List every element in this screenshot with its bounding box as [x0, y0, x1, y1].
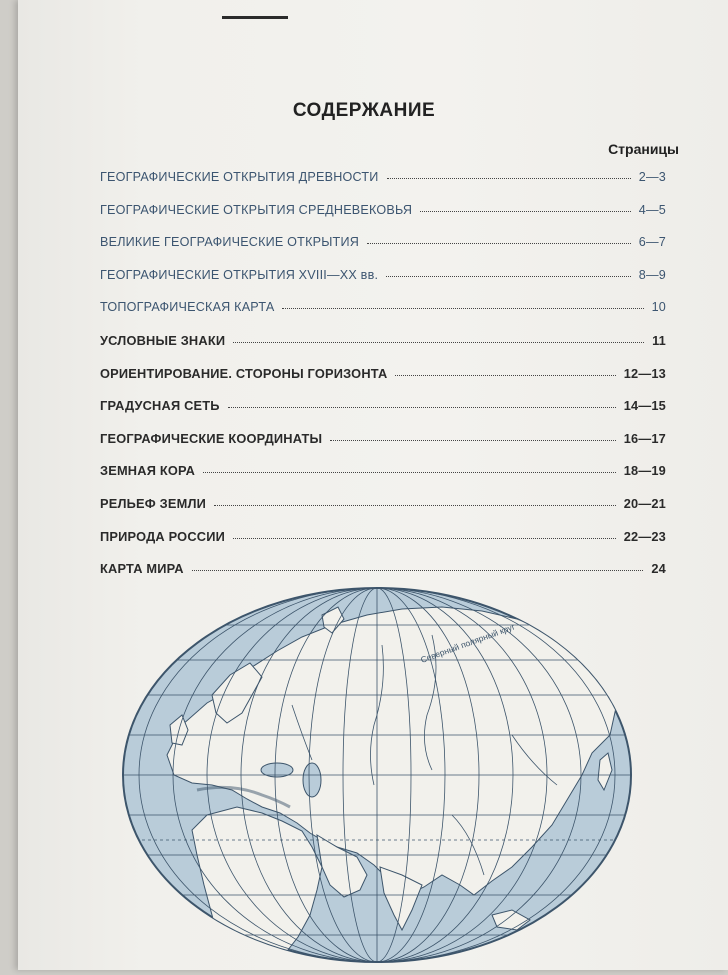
toc-leader-dots [233, 537, 616, 539]
toc-leader-dots [282, 307, 643, 309]
arctic-circle-label: Северный полярный круг [419, 621, 517, 665]
toc-entry-label: РЕЛЬЕФ ЗЕМЛИ [100, 495, 207, 511]
toc-entry-pages: 14—15 [623, 398, 666, 414]
toc-leader-dots [395, 374, 615, 376]
toc-entry-pages: 18—19 [623, 463, 666, 479]
world-map-svg [112, 585, 642, 970]
table-of-contents [100, 170, 666, 594]
toc-entry-label: ПРИРОДА РОССИИ [100, 528, 225, 544]
toc-entry-pages: 8—9 [638, 267, 666, 282]
toc-entry-pages: 10 [651, 300, 666, 315]
toc-leader-dots [192, 569, 644, 571]
caspian-sea [303, 763, 321, 797]
toc-entry-pages: 24 [651, 561, 666, 577]
toc-entry[interactable] [100, 333, 666, 366]
toc-entry[interactable] [100, 529, 666, 562]
toc-entry-label: ТОПОГРАФИЧЕСКАЯ КАРТА [100, 300, 275, 315]
top-rule [222, 16, 288, 19]
toc-leader-dots [420, 210, 631, 212]
toc-leader-dots [233, 341, 644, 343]
toc-entry[interactable] [100, 431, 666, 464]
toc-entry[interactable] [100, 235, 666, 268]
toc-entry[interactable] [100, 203, 666, 236]
toc-leader-dots [367, 242, 631, 244]
toc-entry-pages: 22—23 [623, 528, 666, 544]
toc-entry-label: ЗЕМНАЯ КОРА [100, 463, 196, 479]
page-title: СОДЕРЖАНИЕ [292, 100, 436, 121]
toc-entry[interactable] [100, 366, 666, 399]
toc-leader-dots [228, 406, 616, 408]
toc-entry-label: ВЕЛИКИЕ ГЕОГРАФИЧЕСКИЕ ОТКРЫТИЯ [100, 235, 359, 250]
toc-entry[interactable] [100, 268, 666, 301]
toc-leader-dots [330, 439, 615, 441]
toc-entry-label: УСЛОВНЫЕ ЗНАКИ [100, 332, 226, 348]
toc-entry-label: ГЕОГРАФИЧЕСКИЕ ОТКРЫТИЯ XVIII—XX вв. [100, 267, 379, 282]
toc-entry-pages: 6—7 [638, 235, 666, 250]
toc-entry-pages: 4—5 [638, 202, 666, 217]
toc-entry[interactable] [100, 496, 666, 529]
world-map [112, 585, 642, 975]
toc-entry[interactable] [100, 300, 666, 333]
toc-entry-pages: 12—13 [623, 365, 666, 381]
toc-entry-label: ГЕОГРАФИЧЕСКИЕ ОТКРЫТИЯ СРЕДНЕВЕКОВЬЯ [100, 202, 413, 217]
toc-entry-pages: 16—17 [623, 430, 666, 446]
toc-entry-pages: 2—3 [638, 170, 666, 184]
toc-entry[interactable] [100, 463, 666, 496]
toc-entry[interactable] [100, 398, 666, 431]
toc-entry-label: ОРИЕНТИРОВАНИЕ. СТОРОНЫ ГОРИЗОНТА [100, 365, 388, 381]
toc-entry[interactable] [100, 170, 666, 203]
pages-column-header: Страницы [608, 141, 679, 157]
toc-entry-label: КАРТА МИРА [100, 561, 184, 577]
toc-leader-dots [387, 177, 631, 179]
toc-entry-pages: 20—21 [623, 495, 666, 511]
toc-leader-dots [386, 275, 631, 277]
toc-entry-label: ГЕОГРАФИЧЕСКИЕ ОТКРЫТИЯ ДРЕВНОСТИ [100, 170, 379, 184]
toc-leader-dots [203, 471, 616, 473]
toc-entry-pages: 11 [652, 332, 666, 348]
toc-leader-dots [214, 504, 616, 506]
toc-entry-label: ГРАДУСНАЯ СЕТЬ [100, 398, 220, 414]
toc-entry-label: ГЕОГРАФИЧЕСКИЕ КООРДИНАТЫ [100, 430, 323, 446]
